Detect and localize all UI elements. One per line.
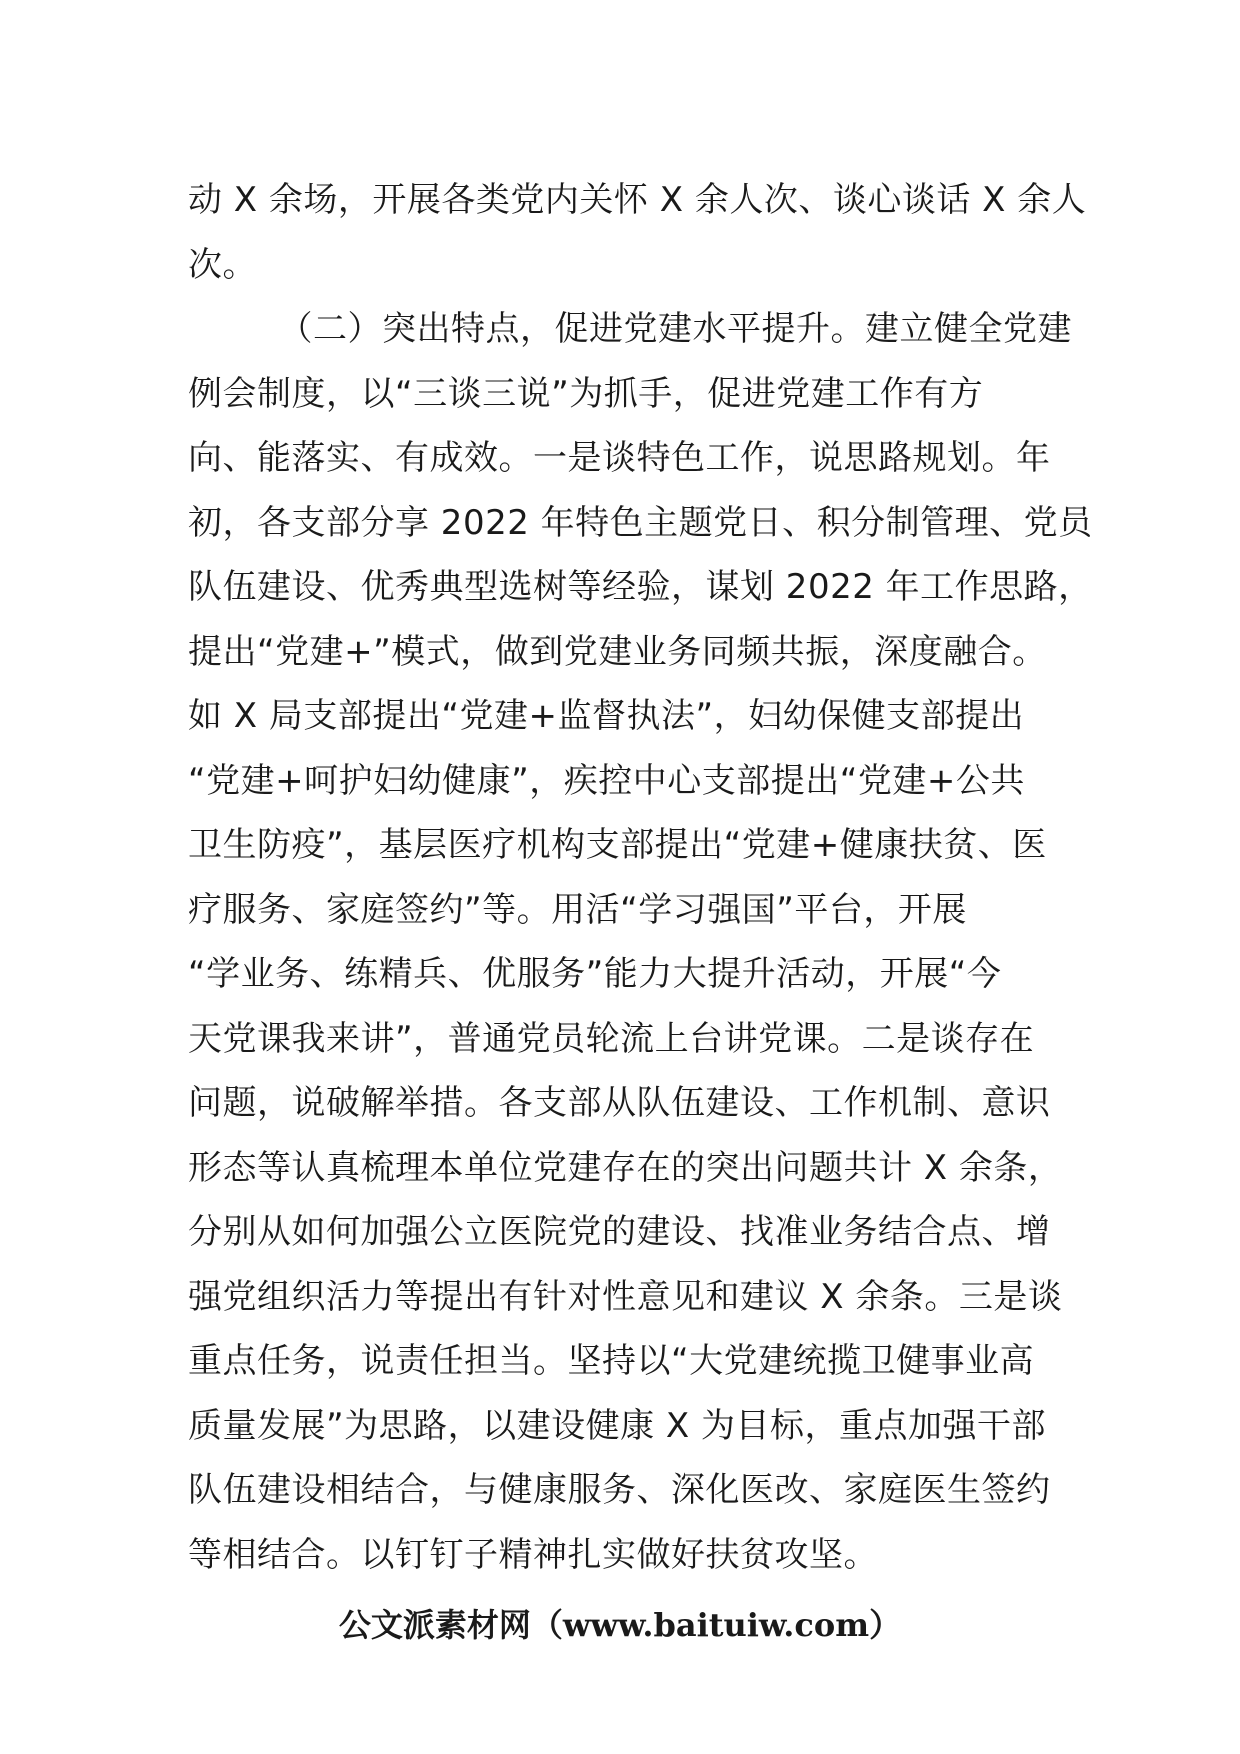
text-line: 问题，说破解举措。各支部从队伍建设、工作机制、意识 — [188, 1083, 1051, 1123]
text-line: 等相结合。以钉钉子精神扎实做好扶贫攻坚。 — [188, 1534, 878, 1575]
text-line: 向、能落实、有成效。一是谈特色工作，说思路规划。年 — [188, 438, 1051, 478]
text-line: 天党课我来讲”，普通党员轮流上台讲党课。二是谈存在 — [188, 1018, 1035, 1059]
text-line: 疗服务、家庭签约”等。用活“学习强国”平台，开展 — [188, 889, 967, 930]
text-line: 次。 — [188, 244, 257, 285]
text-line: 如 X 局支部提出“党建+监督执法”，妇幼保健支部提出 — [188, 696, 1025, 736]
text-line: （二）突出特点，促进党建水平提升。建立健全党建 — [188, 309, 1072, 349]
text-line: 队伍建设、优秀典型选树等经验，谋划 2022 年工作思路， — [188, 567, 1093, 607]
text-line: 强党组织活力等提出有针对性意见和建议 X 余条。三是谈 — [188, 1276, 1063, 1317]
text-line: 重点任务，说责任担当。坚持以“大党建统揽卫健事业高 — [188, 1341, 1035, 1381]
footer-watermark: 公文派素材网（www.baituiw.com） — [338, 1606, 902, 1644]
text-line: 分别从如何加强公立医院党的建设、找准业务结合点、增 — [188, 1212, 1051, 1252]
text-line: 提出“党建+”模式，做到党建业务同频共振，深度融合。 — [188, 631, 1047, 672]
text-line: 例会制度，以“三谈三说”为抓手，促进党建工作有方 — [188, 373, 984, 414]
text-line: “学业务、练精兵、优服务”能力大提升活动，开展“今 — [188, 954, 1002, 994]
body-paragraphs — [188, 168, 1093, 1587]
text-line: “党建+呵护妇幼健康”，疾控中心支部提出“党建+公共 — [188, 760, 1025, 801]
text-line: 队伍建设相结合，与健康服务、深化医改、家庭医生签约 — [188, 1470, 1051, 1510]
text-line: 动 X 余场，开展各类党内关怀 X 余人次、谈心谈话 X 余人 — [188, 180, 1087, 220]
text-line: 卫生防疫”，基层医疗机构支部提出“党建+健康扶贫、医 — [188, 825, 1047, 865]
text-line: 质量发展”为思路，以建设健康 X 为目标，重点加强干部 — [188, 1405, 1047, 1446]
text-line: 形态等认真梳理本单位党建存在的突出问题共计 X 余条， — [188, 1147, 1063, 1188]
text-line: 初，各支部分享 2022 年特色主题党日、积分制管理、党员 — [188, 502, 1093, 543]
